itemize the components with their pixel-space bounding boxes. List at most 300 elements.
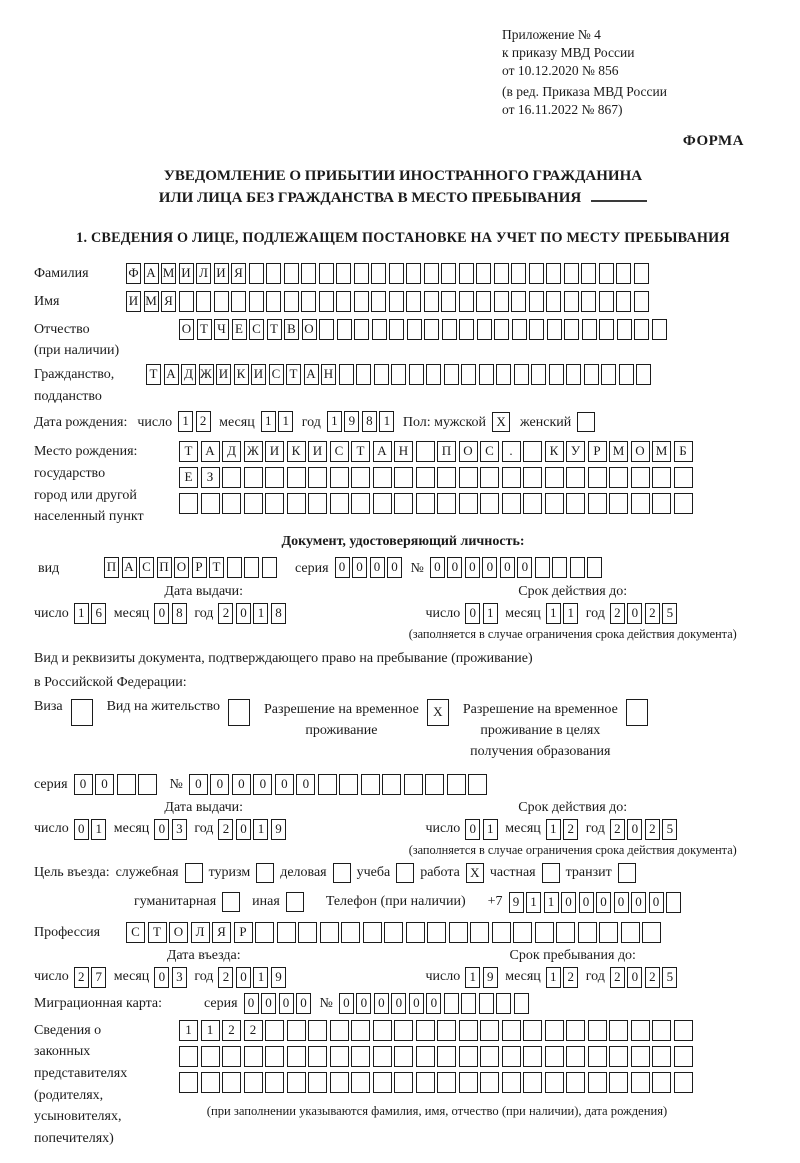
char-box[interactable]: 0 xyxy=(631,892,646,913)
id-issue-month-boxes[interactable] xyxy=(154,603,189,624)
char-box[interactable] xyxy=(373,1046,392,1067)
char-box[interactable]: С xyxy=(249,319,264,340)
char-box[interactable] xyxy=(523,1072,542,1093)
char-box[interactable]: 0 xyxy=(482,557,497,578)
char-box[interactable]: А xyxy=(122,557,137,578)
char-box[interactable]: 1 xyxy=(253,603,268,624)
char-box[interactable]: 0 xyxy=(279,993,294,1014)
char-box[interactable] xyxy=(437,467,456,488)
permit-valid-year-boxes[interactable] xyxy=(610,819,680,840)
char-box[interactable] xyxy=(502,1072,521,1093)
char-box[interactable] xyxy=(631,1046,650,1067)
char-box[interactable] xyxy=(330,493,349,514)
char-box[interactable]: О xyxy=(174,557,189,578)
char-box[interactable]: 2 xyxy=(645,967,660,988)
purpose-transit-checkbox[interactable] xyxy=(618,863,636,883)
char-box[interactable] xyxy=(424,319,439,340)
char-box[interactable] xyxy=(564,263,579,284)
char-box[interactable]: 1 xyxy=(178,411,193,432)
id-valid-month-boxes[interactable] xyxy=(546,603,581,624)
char-box[interactable] xyxy=(298,922,317,943)
char-box[interactable]: 0 xyxy=(627,819,642,840)
char-box[interactable] xyxy=(449,922,468,943)
id-valid-year-boxes[interactable] xyxy=(610,603,680,624)
char-box[interactable]: А xyxy=(201,441,220,462)
char-box[interactable] xyxy=(535,922,554,943)
char-box[interactable] xyxy=(459,1072,478,1093)
char-box[interactable]: 0 xyxy=(370,557,385,578)
char-box[interactable] xyxy=(249,263,264,284)
char-box[interactable]: А xyxy=(304,364,319,385)
char-box[interactable] xyxy=(634,291,649,312)
char-box[interactable]: 0 xyxy=(95,774,114,795)
char-box[interactable] xyxy=(529,319,544,340)
char-box[interactable] xyxy=(545,467,564,488)
char-box[interactable]: С xyxy=(139,557,154,578)
char-box[interactable] xyxy=(674,1072,693,1093)
char-box[interactable]: 2 xyxy=(645,819,660,840)
birthplace-boxes-row3[interactable] xyxy=(179,493,695,514)
char-box[interactable]: 9 xyxy=(509,892,524,913)
purpose-humanitarian-checkbox[interactable] xyxy=(222,892,240,912)
purpose-private-checkbox[interactable] xyxy=(542,863,560,883)
char-box[interactable] xyxy=(588,493,607,514)
char-box[interactable] xyxy=(351,1020,370,1041)
char-box[interactable]: Т xyxy=(146,364,161,385)
char-box[interactable] xyxy=(459,1020,478,1041)
char-box[interactable] xyxy=(476,291,491,312)
char-box[interactable] xyxy=(336,291,351,312)
char-box[interactable]: 0 xyxy=(465,557,480,578)
char-box[interactable] xyxy=(363,922,382,943)
char-box[interactable]: О xyxy=(459,441,478,462)
char-box[interactable]: 8 xyxy=(172,603,187,624)
char-box[interactable] xyxy=(222,1046,241,1067)
char-box[interactable] xyxy=(566,467,585,488)
permit-valid-day-boxes[interactable] xyxy=(465,819,500,840)
char-box[interactable] xyxy=(416,1020,435,1041)
char-box[interactable] xyxy=(179,1072,198,1093)
char-box[interactable] xyxy=(578,922,597,943)
char-box[interactable]: 0 xyxy=(465,819,480,840)
char-box[interactable] xyxy=(566,1072,585,1093)
char-box[interactable] xyxy=(564,291,579,312)
char-box[interactable] xyxy=(416,1046,435,1067)
char-box[interactable] xyxy=(531,364,546,385)
char-box[interactable] xyxy=(404,774,423,795)
char-box[interactable] xyxy=(441,263,456,284)
char-box[interactable]: Ч xyxy=(214,319,229,340)
char-box[interactable] xyxy=(354,319,369,340)
char-box[interactable]: 1 xyxy=(278,411,293,432)
char-box[interactable]: 0 xyxy=(74,819,89,840)
char-box[interactable] xyxy=(502,493,521,514)
char-box[interactable] xyxy=(244,493,263,514)
char-box[interactable] xyxy=(244,557,259,578)
purpose-business-checkbox[interactable] xyxy=(333,863,351,883)
char-box[interactable] xyxy=(262,557,277,578)
char-box[interactable] xyxy=(396,863,414,883)
char-box[interactable]: Т xyxy=(286,364,301,385)
char-box[interactable] xyxy=(442,319,457,340)
char-box[interactable] xyxy=(138,774,157,795)
char-box[interactable]: А xyxy=(373,441,392,462)
char-box[interactable]: 0 xyxy=(627,967,642,988)
char-box[interactable]: 0 xyxy=(579,892,594,913)
char-box[interactable] xyxy=(373,493,392,514)
char-box[interactable]: Л xyxy=(196,263,211,284)
char-box[interactable] xyxy=(566,493,585,514)
char-box[interactable] xyxy=(502,467,521,488)
char-box[interactable] xyxy=(330,1046,349,1067)
char-box[interactable]: И xyxy=(179,263,194,284)
char-box[interactable]: X xyxy=(427,699,449,726)
char-box[interactable] xyxy=(384,922,403,943)
temp-permit-checkbox[interactable] xyxy=(427,699,449,726)
permit-number-boxes[interactable] xyxy=(189,774,490,795)
char-box[interactable]: X xyxy=(492,412,510,432)
id-seriya-boxes[interactable] xyxy=(335,557,405,578)
char-box[interactable]: 0 xyxy=(296,993,311,1014)
char-box[interactable]: 3 xyxy=(172,967,187,988)
char-box[interactable]: 0 xyxy=(253,774,272,795)
char-box[interactable] xyxy=(179,291,194,312)
char-box[interactable] xyxy=(511,263,526,284)
char-box[interactable] xyxy=(547,319,562,340)
char-box[interactable] xyxy=(588,1046,607,1067)
char-box[interactable]: И xyxy=(214,263,229,284)
char-box[interactable] xyxy=(546,263,561,284)
char-box[interactable] xyxy=(425,774,444,795)
char-box[interactable] xyxy=(287,467,306,488)
stay-day-boxes[interactable] xyxy=(465,967,500,988)
char-box[interactable] xyxy=(609,1072,628,1093)
char-box[interactable] xyxy=(621,922,640,943)
char-box[interactable] xyxy=(535,557,550,578)
char-box[interactable] xyxy=(459,467,478,488)
char-box[interactable] xyxy=(266,291,281,312)
purpose-tourism-checkbox[interactable] xyxy=(256,863,274,883)
char-box[interactable]: Я xyxy=(212,922,231,943)
char-box[interactable]: 0 xyxy=(261,993,276,1014)
char-box[interactable] xyxy=(179,493,198,514)
char-box[interactable] xyxy=(674,1046,693,1067)
char-box[interactable] xyxy=(373,1072,392,1093)
char-box[interactable]: 0 xyxy=(236,819,251,840)
char-box[interactable]: У xyxy=(566,441,585,462)
char-box[interactable] xyxy=(619,364,634,385)
char-box[interactable] xyxy=(287,1046,306,1067)
permit-seriya-boxes[interactable] xyxy=(74,774,160,795)
char-box[interactable] xyxy=(339,774,358,795)
char-box[interactable] xyxy=(287,493,306,514)
char-box[interactable] xyxy=(416,441,435,462)
char-box[interactable] xyxy=(652,493,671,514)
char-box[interactable] xyxy=(389,263,404,284)
char-box[interactable] xyxy=(407,319,422,340)
char-box[interactable]: И xyxy=(308,441,327,462)
char-box[interactable]: 1 xyxy=(483,603,498,624)
entry-day-boxes[interactable] xyxy=(74,967,109,988)
char-box[interactable] xyxy=(222,892,240,912)
char-box[interactable]: 2 xyxy=(244,1020,263,1041)
char-box[interactable] xyxy=(588,1020,607,1041)
stay-month-boxes[interactable] xyxy=(546,967,581,988)
char-box[interactable]: 0 xyxy=(391,993,406,1014)
char-box[interactable] xyxy=(196,291,211,312)
char-box[interactable]: 1 xyxy=(526,892,541,913)
birth-day-boxes[interactable] xyxy=(178,411,213,432)
char-box[interactable] xyxy=(479,364,494,385)
char-box[interactable] xyxy=(265,1072,284,1093)
char-box[interactable] xyxy=(179,1046,198,1067)
char-box[interactable]: 1 xyxy=(179,1020,198,1041)
char-box[interactable]: Я xyxy=(161,291,176,312)
char-box[interactable] xyxy=(523,467,542,488)
char-box[interactable]: Н xyxy=(394,441,413,462)
char-box[interactable]: О xyxy=(631,441,650,462)
char-box[interactable] xyxy=(287,1020,306,1041)
char-box[interactable] xyxy=(652,1020,671,1041)
char-box[interactable] xyxy=(634,263,649,284)
char-box[interactable]: 1 xyxy=(74,603,89,624)
char-box[interactable]: Д xyxy=(181,364,196,385)
char-box[interactable]: 0 xyxy=(74,774,93,795)
char-box[interactable] xyxy=(244,467,263,488)
char-box[interactable] xyxy=(616,291,631,312)
char-box[interactable] xyxy=(601,364,616,385)
char-box[interactable]: 2 xyxy=(218,603,233,624)
profession-boxes[interactable] xyxy=(126,922,664,943)
char-box[interactable]: 0 xyxy=(596,892,611,913)
char-box[interactable] xyxy=(529,263,544,284)
char-box[interactable] xyxy=(424,291,439,312)
char-box[interactable] xyxy=(231,291,246,312)
char-box[interactable] xyxy=(492,922,511,943)
citizenship-boxes[interactable] xyxy=(146,364,654,385)
char-box[interactable]: 8 xyxy=(362,411,377,432)
char-box[interactable]: И xyxy=(251,364,266,385)
char-box[interactable] xyxy=(416,493,435,514)
char-box[interactable] xyxy=(584,364,599,385)
char-box[interactable]: С xyxy=(480,441,499,462)
female-checkbox[interactable] xyxy=(577,412,595,432)
char-box[interactable] xyxy=(480,493,499,514)
purpose-work-checkbox[interactable] xyxy=(466,863,484,883)
char-box[interactable] xyxy=(437,493,456,514)
char-box[interactable]: Т xyxy=(148,922,167,943)
char-box[interactable] xyxy=(461,364,476,385)
char-box[interactable] xyxy=(227,557,242,578)
char-box[interactable] xyxy=(319,319,334,340)
char-box[interactable] xyxy=(427,922,446,943)
char-box[interactable] xyxy=(617,319,632,340)
legal-boxes-row1[interactable] xyxy=(179,1020,695,1041)
char-box[interactable]: 0 xyxy=(561,892,576,913)
char-box[interactable]: 3 xyxy=(172,819,187,840)
char-box[interactable]: 0 xyxy=(335,557,350,578)
char-box[interactable] xyxy=(284,263,299,284)
char-box[interactable] xyxy=(266,263,281,284)
char-box[interactable]: X xyxy=(466,863,484,883)
char-box[interactable] xyxy=(476,263,491,284)
visa-checkbox[interactable] xyxy=(71,699,93,726)
char-box[interactable]: 0 xyxy=(236,603,251,624)
char-box[interactable] xyxy=(502,1046,521,1067)
purpose-official-checkbox[interactable] xyxy=(185,863,203,883)
char-box[interactable]: 0 xyxy=(649,892,664,913)
char-box[interactable] xyxy=(523,1046,542,1067)
char-box[interactable] xyxy=(636,364,651,385)
char-box[interactable]: Л xyxy=(191,922,210,943)
char-box[interactable] xyxy=(674,1020,693,1041)
char-box[interactable] xyxy=(581,263,596,284)
char-box[interactable] xyxy=(361,774,380,795)
char-box[interactable] xyxy=(631,1072,650,1093)
char-box[interactable]: 0 xyxy=(210,774,229,795)
char-box[interactable]: 1 xyxy=(253,819,268,840)
char-box[interactable] xyxy=(394,1046,413,1067)
char-box[interactable]: 0 xyxy=(244,993,259,1014)
patronymic-boxes[interactable] xyxy=(179,319,669,340)
char-box[interactable]: 0 xyxy=(387,557,402,578)
char-box[interactable] xyxy=(652,1072,671,1093)
char-box[interactable]: 9 xyxy=(483,967,498,988)
char-box[interactable]: 1 xyxy=(253,967,268,988)
char-box[interactable]: 2 xyxy=(610,603,625,624)
char-box[interactable] xyxy=(265,1046,284,1067)
char-box[interactable] xyxy=(511,291,526,312)
char-box[interactable] xyxy=(616,263,631,284)
char-box[interactable] xyxy=(631,493,650,514)
char-box[interactable] xyxy=(437,1072,456,1093)
id-issue-day-boxes[interactable] xyxy=(74,603,109,624)
mig-number-boxes[interactable] xyxy=(339,993,532,1014)
char-box[interactable] xyxy=(214,291,229,312)
char-box[interactable]: 1 xyxy=(261,411,276,432)
char-box[interactable] xyxy=(409,364,424,385)
char-box[interactable] xyxy=(319,263,334,284)
char-box[interactable]: . xyxy=(502,441,521,462)
char-box[interactable] xyxy=(545,1020,564,1041)
char-box[interactable] xyxy=(470,922,489,943)
char-box[interactable]: М xyxy=(161,263,176,284)
char-box[interactable]: В xyxy=(284,319,299,340)
char-box[interactable] xyxy=(341,922,360,943)
char-box[interactable] xyxy=(581,291,596,312)
char-box[interactable]: Р xyxy=(588,441,607,462)
char-box[interactable] xyxy=(308,1020,327,1041)
char-box[interactable]: 1 xyxy=(483,819,498,840)
char-box[interactable]: 5 xyxy=(662,967,677,988)
char-box[interactable] xyxy=(444,993,459,1014)
char-box[interactable] xyxy=(599,922,618,943)
char-box[interactable] xyxy=(406,263,421,284)
id-valid-day-boxes[interactable] xyxy=(465,603,500,624)
id-number-boxes[interactable] xyxy=(430,557,605,578)
char-box[interactable]: 1 xyxy=(465,967,480,988)
char-box[interactable]: 2 xyxy=(218,819,233,840)
char-box[interactable]: Е xyxy=(179,467,198,488)
char-box[interactable] xyxy=(228,699,250,726)
char-box[interactable] xyxy=(570,557,585,578)
char-box[interactable] xyxy=(389,291,404,312)
char-box[interactable] xyxy=(542,863,560,883)
legal-boxes-row3[interactable] xyxy=(179,1072,695,1093)
char-box[interactable] xyxy=(599,291,614,312)
char-box[interactable] xyxy=(371,291,386,312)
char-box[interactable]: 1 xyxy=(546,967,561,988)
char-box[interactable]: М xyxy=(609,441,628,462)
char-box[interactable] xyxy=(394,1072,413,1093)
char-box[interactable] xyxy=(354,263,369,284)
char-box[interactable] xyxy=(256,863,274,883)
char-box[interactable] xyxy=(373,467,392,488)
char-box[interactable] xyxy=(351,493,370,514)
char-box[interactable] xyxy=(222,493,241,514)
char-box[interactable] xyxy=(301,263,316,284)
char-box[interactable] xyxy=(356,364,371,385)
char-box[interactable] xyxy=(222,1072,241,1093)
char-box[interactable] xyxy=(277,922,296,943)
char-box[interactable]: И xyxy=(216,364,231,385)
char-box[interactable]: Т xyxy=(351,441,370,462)
char-box[interactable]: П xyxy=(104,557,119,578)
char-box[interactable] xyxy=(286,892,304,912)
char-box[interactable] xyxy=(609,1046,628,1067)
char-box[interactable]: Н xyxy=(321,364,336,385)
char-box[interactable]: Т xyxy=(197,319,212,340)
char-box[interactable] xyxy=(666,892,681,913)
char-box[interactable] xyxy=(479,993,494,1014)
char-box[interactable]: 2 xyxy=(563,819,578,840)
char-box[interactable] xyxy=(330,1072,349,1093)
char-box[interactable] xyxy=(333,863,351,883)
char-box[interactable] xyxy=(529,291,544,312)
char-box[interactable]: З xyxy=(201,467,220,488)
char-box[interactable] xyxy=(416,467,435,488)
char-box[interactable]: 9 xyxy=(271,819,286,840)
char-box[interactable] xyxy=(652,319,667,340)
char-box[interactable]: 8 xyxy=(271,603,286,624)
id-issue-year-boxes[interactable] xyxy=(218,603,288,624)
char-box[interactable]: 0 xyxy=(430,557,445,578)
char-box[interactable] xyxy=(222,467,241,488)
char-box[interactable] xyxy=(564,319,579,340)
char-box[interactable] xyxy=(287,1072,306,1093)
char-box[interactable] xyxy=(588,467,607,488)
char-box[interactable]: 2 xyxy=(610,819,625,840)
char-box[interactable] xyxy=(502,1020,521,1041)
char-box[interactable] xyxy=(496,993,511,1014)
char-box[interactable]: П xyxy=(437,441,456,462)
char-box[interactable] xyxy=(374,364,389,385)
id-vid-boxes[interactable] xyxy=(104,557,279,578)
male-checkbox[interactable] xyxy=(492,412,510,432)
char-box[interactable]: 0 xyxy=(189,774,208,795)
birthplace-boxes-row2[interactable] xyxy=(179,467,695,488)
char-box[interactable] xyxy=(354,291,369,312)
char-box[interactable] xyxy=(330,1020,349,1041)
char-box[interactable] xyxy=(545,1046,564,1067)
birth-month-boxes[interactable] xyxy=(261,411,296,432)
char-box[interactable]: 0 xyxy=(154,603,169,624)
char-box[interactable]: 1 xyxy=(201,1020,220,1041)
char-box[interactable] xyxy=(255,922,274,943)
char-box[interactable] xyxy=(549,364,564,385)
char-box[interactable] xyxy=(371,263,386,284)
char-box[interactable] xyxy=(480,1072,499,1093)
